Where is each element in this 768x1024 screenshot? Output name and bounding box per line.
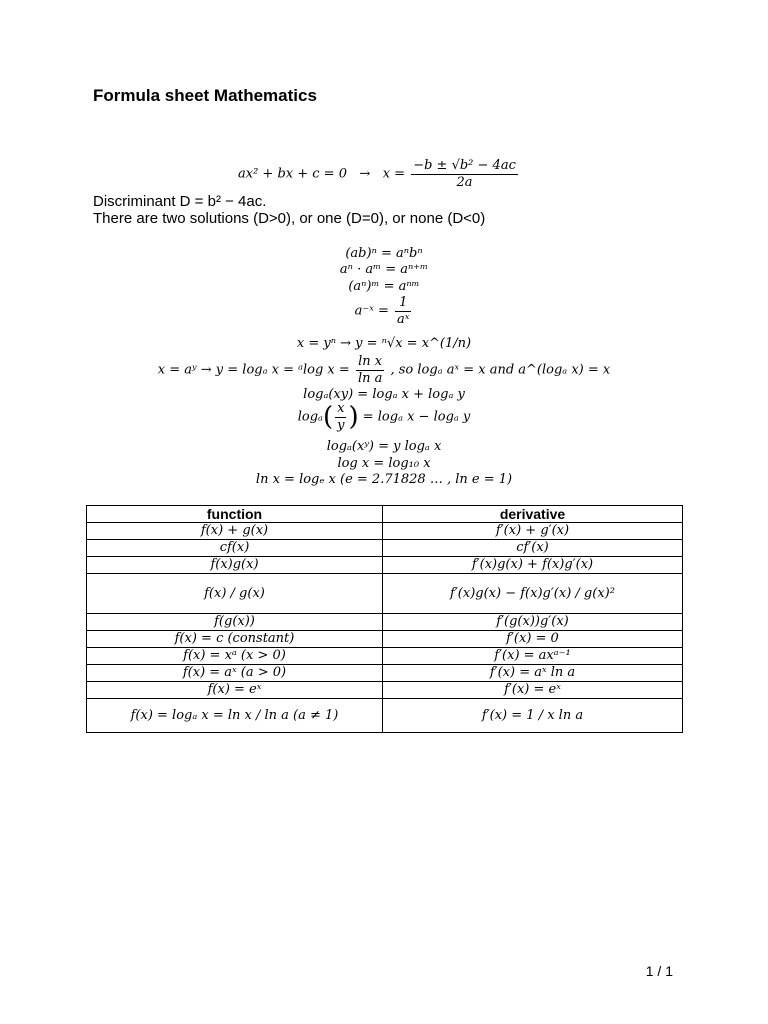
derivative-cell: f′(x) = 0 xyxy=(383,631,683,648)
table-header-row xyxy=(87,506,683,523)
log-definition xyxy=(0,354,768,386)
log-quotient-numerator: x xyxy=(335,401,346,418)
derivative-cell: f′(x) = 1 / x ln a xyxy=(383,699,683,733)
function-cell: f(x) = c (constant) xyxy=(87,631,383,648)
exponent-rule-3: (aⁿ)ᵐ = aⁿᵐ xyxy=(348,279,420,294)
exponent-rule-4-lhs: a⁻ˣ = xyxy=(354,303,389,319)
quadratic-lhs: ax² + bx + c = 0 xyxy=(238,166,347,182)
table-row xyxy=(87,574,683,614)
table-row xyxy=(87,682,683,699)
arrow-icon: → xyxy=(359,166,371,182)
log-quotient-fraction xyxy=(335,401,346,433)
log-definition-denominator: ln a xyxy=(357,370,383,386)
derivative-cell: f′(x)g(x) − f(x)g′(x) / g(x)² xyxy=(383,574,683,614)
quadratic-denominator: 2a xyxy=(456,174,473,190)
table-row xyxy=(87,648,683,665)
derivative-cell: f′(g(x))g′(x) xyxy=(383,614,683,631)
quadratic-formula xyxy=(238,158,520,190)
log-quotient-rule: logₐ( $\frac{x}{y}$ ) = logₐ x − logₐ y xyxy=(297,401,471,433)
derivative-cell: f′(x) = eˣ xyxy=(383,682,683,699)
exponent-rule-5: x = yⁿ → y = ⁿ√x = x^(1/n) xyxy=(296,336,472,351)
header-function: function xyxy=(87,506,383,523)
derivative-cell: f′(x) + g′(x) xyxy=(383,523,683,540)
page-number: 1 / 1 xyxy=(645,963,673,979)
log-quotient-denominator: y xyxy=(337,417,345,433)
function-cell: f(x) = xᵃ (x > 0) xyxy=(87,648,383,665)
quadratic-numerator: −b ± √b² − 4ac xyxy=(413,158,516,173)
quadratic-fraction xyxy=(411,158,518,190)
function-cell: f(x)g(x) xyxy=(87,557,383,574)
function-cell: f(x) + g(x) xyxy=(87,523,383,540)
table-row xyxy=(87,614,683,631)
function-cell: f(x) = logₐ x = ln x / ln a (a ≠ 1) xyxy=(87,699,383,733)
log-definition-fraction xyxy=(356,354,384,386)
natural-log-rule: ln x = logₑ x (e = 2.71828 … , ln e = 1) xyxy=(255,472,513,487)
derivative-cell: f′(x) = axᵃ⁻¹ xyxy=(383,648,683,665)
function-cell: f(g(x)) xyxy=(87,614,383,631)
log-quotient-rhs: = logₐ x − logₐ y xyxy=(362,409,471,425)
exponent-rule-4-fraction xyxy=(395,295,411,327)
log-quotient-lhs: logₐ xyxy=(297,409,323,425)
table-row xyxy=(87,665,683,682)
derivative-cell: f′(x) = aˣ ln a xyxy=(383,665,683,682)
page-title: Formula sheet Mathematics xyxy=(93,86,317,105)
exponent-rule-1: (ab)ⁿ = aⁿbⁿ xyxy=(345,246,423,261)
exponent-rule-4-numerator: 1 xyxy=(395,295,411,312)
log-power-rule: logₐ(xʸ) = y logₐ x xyxy=(326,439,442,454)
table-row xyxy=(87,699,683,733)
log-product-rule: logₐ(xy) = logₐ x + logₐ y xyxy=(303,387,465,402)
table-row xyxy=(87,540,683,557)
exponent-rule-2: aⁿ · aᵐ = aⁿ⁺ᵐ xyxy=(339,262,429,277)
exponent-rule-4 xyxy=(0,295,768,327)
derivative-table xyxy=(86,505,683,733)
discriminant-line: Discriminant D = b² − 4ac. xyxy=(93,193,267,210)
exponent-rule-4-denominator: aˣ xyxy=(397,311,410,327)
log-definition-right: , so logₐ aˣ = x and a^(logₐ x) = x xyxy=(390,362,611,378)
derivative-cell: cf′(x) xyxy=(383,540,683,557)
function-cell: f(x) = eˣ xyxy=(87,682,383,699)
log-definition-left: x = aʸ → y = logₐ x = ᵃlog x = xyxy=(157,362,350,378)
table-row xyxy=(87,557,683,574)
function-cell: f(x) / g(x) xyxy=(87,574,383,614)
function-cell: cf(x) xyxy=(87,540,383,557)
table-row xyxy=(87,523,683,540)
derivative-cell: f′(x)g(x) + f(x)g′(x) xyxy=(383,557,683,574)
solutions-line: There are two solutions (D>0), or one (D=0), or none (D<0) xyxy=(93,210,486,227)
log-definition-numerator: ln x xyxy=(356,354,384,371)
log10-rule: log x = log₁₀ x xyxy=(337,456,431,471)
header-derivative: derivative xyxy=(383,506,683,523)
table-row xyxy=(87,631,683,648)
quadratic-x-eq: x = xyxy=(382,166,406,182)
function-cell: f(x) = aˣ (a > 0) xyxy=(87,665,383,682)
